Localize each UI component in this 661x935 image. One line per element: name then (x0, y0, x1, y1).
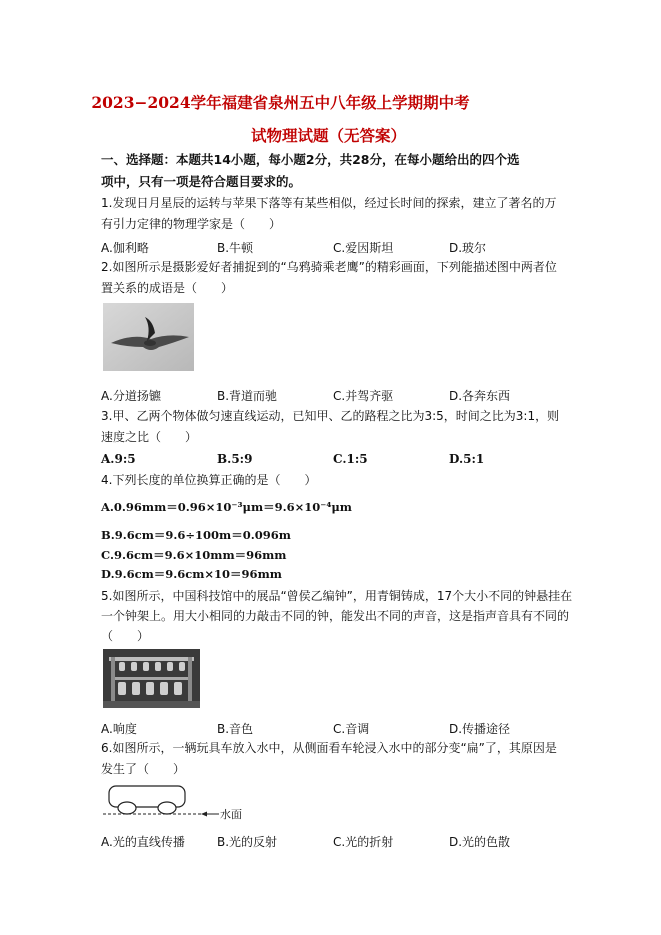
q5-stem-line1: 5.如图所示，中国科技馆中的展品“曾侯乙编钟”，用青铜铸成，17个大小不同的钟悬挂在 (101, 589, 573, 603)
q5-stem-line2: 一个钟架上。用大小相同的力敲击不同的钟，能发出不同的声音，这是指声音具有不同的 (101, 609, 570, 623)
exam-title-line1: 2023−2024学年福建省泉州五中八年级上学期期中考 (91, 93, 470, 112)
q1-option-b: B.牛顿 (217, 241, 254, 255)
q4-option-d: D.9.6cm＝9.6cm×10＝96mm (101, 567, 282, 581)
q3-option-c: C.1:5 (333, 452, 368, 466)
section-heading-line2: 项中，只有一项是符合题目要求的。 (101, 174, 302, 189)
q4-option-b: B.9.6cm＝9.6÷100m＝0.096m (101, 528, 291, 542)
q5-option-c: C.音调 (333, 722, 370, 736)
q6-option-c: C.光的折射 (333, 835, 394, 849)
q1-stem-line2: 有引力定律的物理学家是（ ） (101, 217, 282, 231)
q6-option-b: B.光的反射 (217, 835, 278, 849)
q2-stem-line2: 置关系的成语是（ ） (101, 281, 234, 295)
q1-option-c: C.爱因斯坦 (333, 241, 394, 255)
q5-option-d: D.传播途径 (449, 722, 511, 736)
q3-option-b: B.5:9 (217, 452, 253, 466)
section-heading-line1: 一、选择题：本题共14小题，每小题2分，共28分，在每小题给出的四个选 (101, 152, 520, 167)
q3-option-a: A.9:5 (101, 452, 136, 466)
q3-option-d: D.5:1 (449, 452, 485, 466)
q6-option-d: D.光的色散 (449, 835, 511, 849)
q6-stem-line2: 发生了（ ） (101, 762, 186, 776)
q6-stem-line1: 6.如图所示，一辆玩具车放入水中，从侧面看车轮浸入水中的部分变“扁”了，其原因是 (101, 741, 557, 755)
exam-title-line2: 试物理试题（无答案） (250, 126, 406, 145)
q4-option-c: C.9.6cm＝9.6×10mm＝96mm (101, 548, 287, 562)
q1-stem-line1: 1.发现日月星辰的运转与苹果下落等有某些相似，经过长时间的探索，建立了著名的万 (101, 196, 557, 210)
q1-option-d: D.玻尔 (449, 241, 487, 255)
q4-stem: 4.下列长度的单位换算正确的是（ ） (101, 473, 317, 487)
q2-option-c: C.并驾齐驱 (333, 389, 394, 403)
q2-stem-line1: 2.如图所示是摄影爱好者捕捉到的“乌鸦骑乘老鹰”的精彩画面，下列能描述图中两者位 (101, 260, 557, 274)
q3-stem-line2: 速度之比（ ） (101, 430, 198, 444)
q4-option-a: A.0.96mm＝0.96×10⁻³μm＝9.6×10⁻⁴μm (101, 500, 352, 514)
q2-option-b: B.背道而驰 (217, 389, 278, 403)
q6-option-a: A.光的直线传播 (101, 835, 185, 849)
q1-option-a: A.伽利略 (101, 241, 149, 255)
q3-stem-line1: 3.甲、乙两个物体做匀速直线运动，已知甲、乙的路程之比为3:5，时间之比为3:1，则 (101, 409, 560, 423)
q5-option-a: A.响度 (101, 722, 137, 736)
crow-eagle-photo (103, 303, 194, 371)
bianzhong-bells-photo (103, 649, 200, 708)
q2-option-a: A.分道扬镳 (101, 389, 161, 403)
q2-option-d: D.各奔东西 (449, 389, 511, 403)
q5-option-b: B.音色 (217, 722, 254, 736)
q5-stem-line3: （ ） (101, 629, 150, 643)
water-surface-label: 水面 (220, 808, 242, 821)
